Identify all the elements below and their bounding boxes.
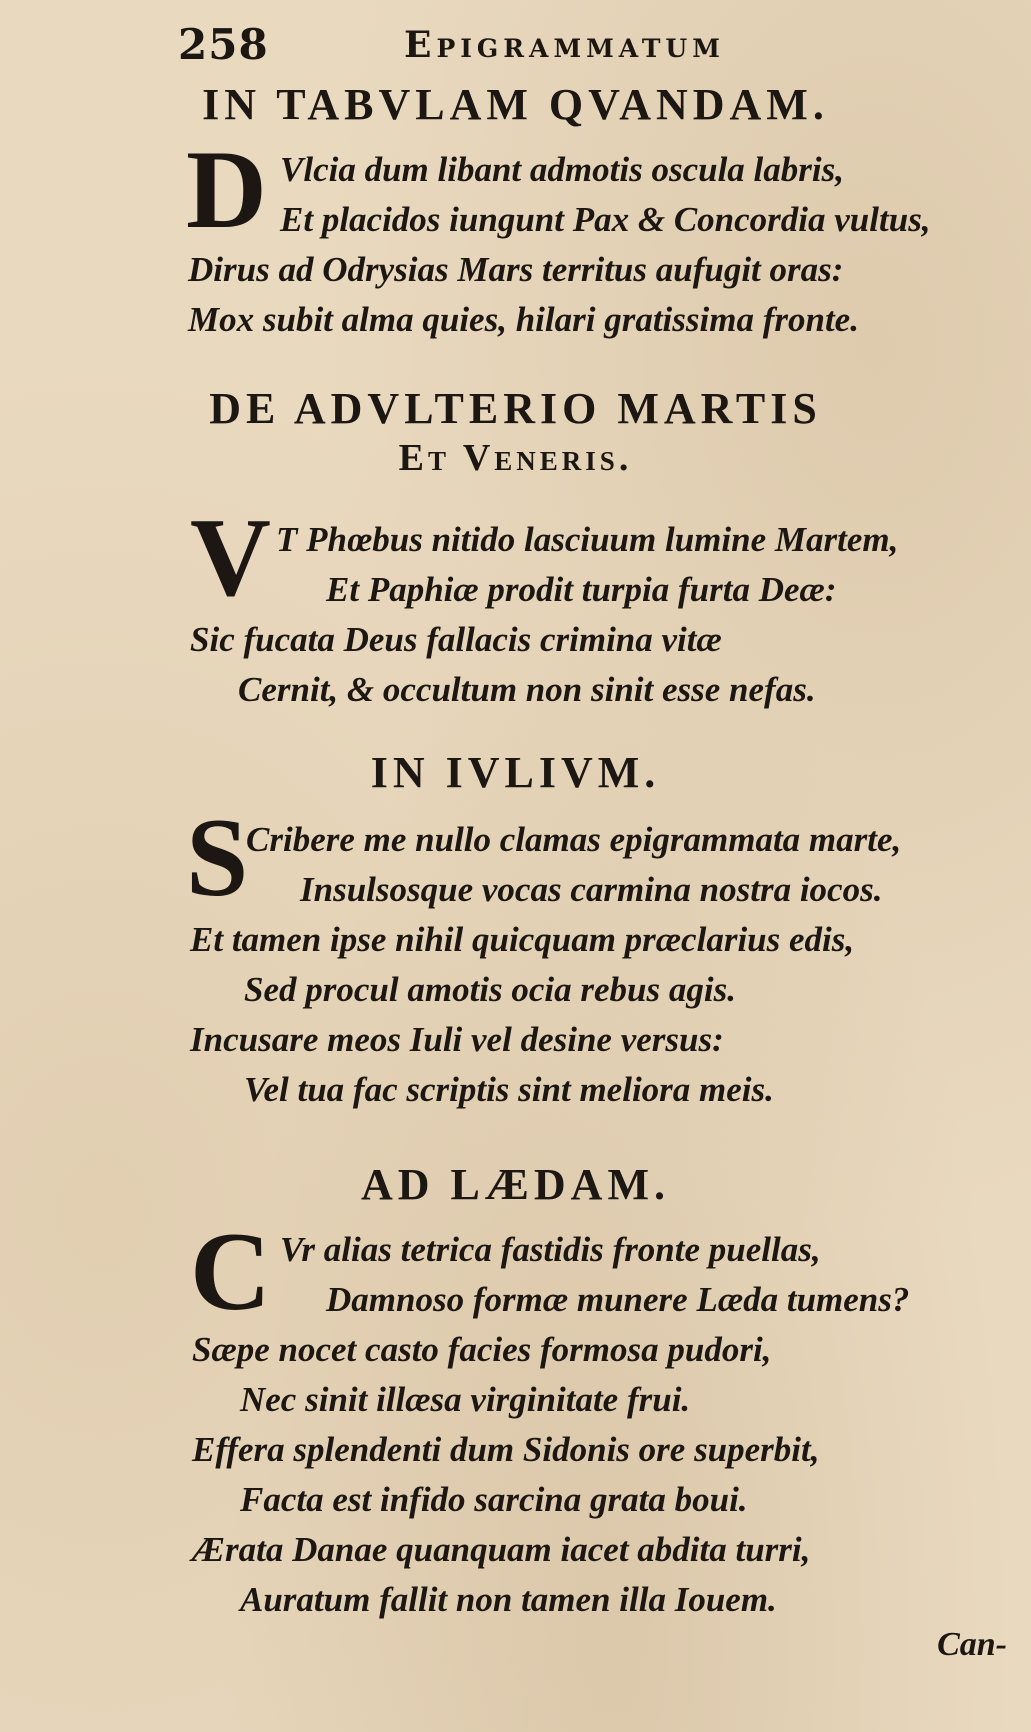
poem-title: DE ADVLTERIO MARTIS <box>209 384 822 433</box>
verse-line: Effera splendenti dum Sidonis ore superbit, <box>192 1430 820 1469</box>
verse-line: Sæpe nocet casto facies formosa pudori, <box>192 1330 772 1369</box>
verse-line: Et placidos iungunt Pax & Concordia vultus, <box>280 200 931 239</box>
drop-cap: D <box>186 128 267 252</box>
verse-line: Vlcia dum libant admotis oscula labris, <box>280 150 844 189</box>
verse-line: Damnoso formæ munere Læda tumens? <box>326 1280 910 1319</box>
drop-cap: V <box>190 496 271 620</box>
verse-line: T Phœbus nitido lasciuum lumine Martem, <box>276 520 899 559</box>
verse-line: Auratum fallit non tamen illa Iouem. <box>240 1580 777 1619</box>
verse-line: Sed procul amotis ocia rebus agis. <box>244 970 736 1009</box>
verse-line: Insulsosque vocas carmina nostra iocos. <box>300 870 883 909</box>
verse-line: Cernit, & occultum non sinit esse nefas. <box>238 670 816 709</box>
verse-line: Incusare meos Iuli vel desine versus: <box>190 1020 724 1059</box>
verse-line: Facta est infido sarcina grata boui. <box>240 1480 748 1519</box>
running-title: Epigrammatum <box>404 24 725 66</box>
verse-line: Cribere me nullo clamas epigrammata marte, <box>246 820 902 859</box>
verse-line: Vr alias tetrica fastidis fronte puellas, <box>280 1230 821 1269</box>
catchword: Can- <box>937 1626 1007 1663</box>
verse-line: Ærata Danae quanquam iacet abdita turri, <box>192 1530 811 1569</box>
running-head <box>178 16 818 72</box>
verse-line: Dirus ad Odrysias Mars territus aufugit oras: <box>188 250 844 289</box>
poem-title: IN TABVLAM QVANDAM. <box>202 80 829 129</box>
verse-line: Sic fucata Deus fallacis crimina vitæ <box>190 620 722 659</box>
verse-line: Et tamen ipse nihil quicquam præclarius edis, <box>190 920 855 959</box>
drop-cap: C <box>190 1210 271 1334</box>
poem-subtitle: Et Veneris. <box>398 437 633 479</box>
page-number: 258 <box>178 20 269 69</box>
verse-line: Mox subit alma quies, hilari gratissima fronte. <box>188 300 859 339</box>
drop-cap: S <box>186 796 249 920</box>
verse-line: Et Paphiæ prodit turpia furta Deæ: <box>326 570 837 609</box>
poem-title: IN IVLIVM. <box>370 748 661 797</box>
verse-line: Nec sinit illæsa virginitate frui. <box>240 1380 691 1419</box>
poem-title: AD LÆDAM. <box>361 1160 670 1209</box>
verse-line: Vel tua fac scriptis sint meliora meis. <box>244 1070 774 1109</box>
